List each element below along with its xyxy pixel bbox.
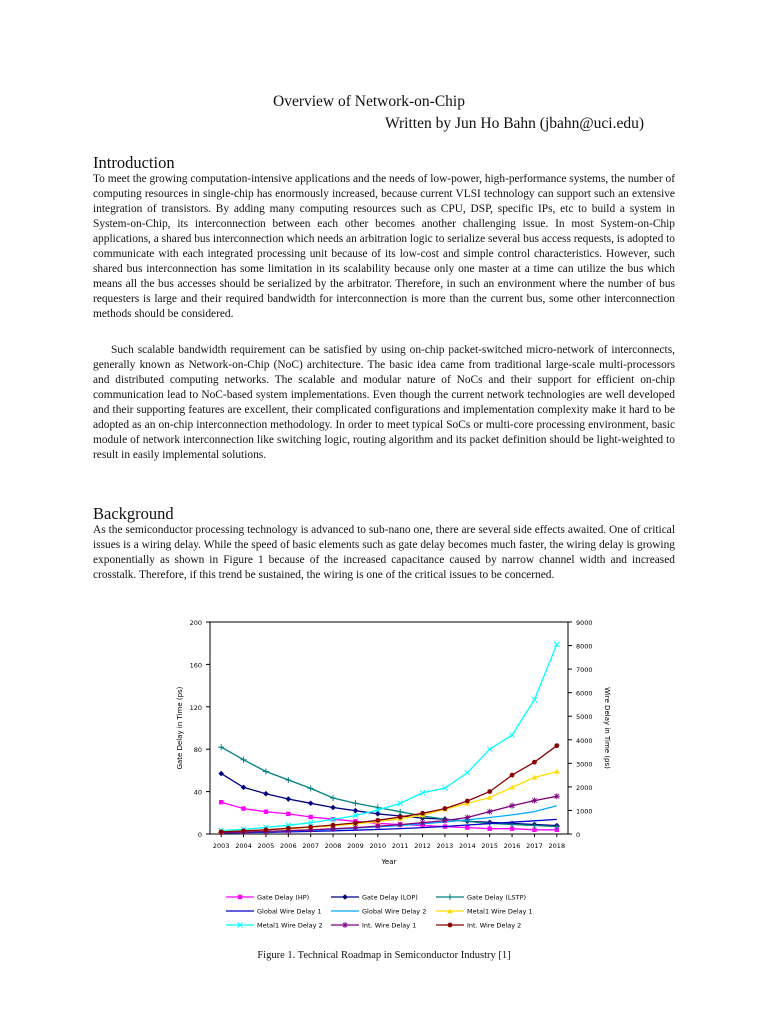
data-point-int-wire-delay-2: [331, 823, 336, 828]
x-axis-tick-label: 2016: [503, 842, 521, 850]
data-point-metal1-wire-delay-1: [554, 769, 560, 774]
background-paragraph-1: As the semiconductor processing technology is advanced to sub-nano one, there are several side effects awaited. One of critical issues is a wiring delay. While the speed of basic elements such as gate delay becomes much faster, the wiring delay is growing exponentially as shown in Figure 1 because of the increased capacitance caused by narrow channel width and increased crosstalk. Therefore, if this trend be sustained, the wiring is one of the critical issues to be concerned.: [93, 524, 675, 581]
x-axis-tick-label: 2013: [436, 842, 454, 850]
data-point-int-wire-delay-1: [375, 823, 381, 829]
x-axis-tick-label: 2011: [391, 842, 409, 850]
legend-label-metal1-wire-delay-2: Metal1 Wire Delay 2: [257, 921, 323, 930]
plot-area: [210, 622, 568, 834]
data-point-gate-delay-lop: [286, 796, 292, 802]
data-point-gate-delay-lstp: [241, 757, 247, 763]
data-point-gate-delay-lop: [241, 785, 247, 791]
data-point-int-wire-delay-1: [352, 825, 358, 831]
x-axis-tick-label: 2009: [347, 842, 364, 850]
data-point-int-wire-delay-2: [375, 818, 380, 823]
data-point-gate-delay-lstp: [218, 744, 224, 750]
legend-marker-int-wire-delay-1: [342, 922, 348, 928]
right-axis-tick-label: 7000: [576, 666, 593, 675]
data-point-int-wire-delay-2: [554, 743, 559, 748]
right-axis-tick-label: 3000: [576, 760, 593, 769]
x-axis-tick-label: 2014: [459, 842, 476, 850]
data-point-int-wire-delay-2: [264, 827, 269, 832]
x-axis-tick-label: 2006: [280, 842, 297, 850]
legend-label-global-wire-delay-2: Global Wire Delay 2: [362, 907, 427, 916]
legend-label-gate-delay-lstp: Gate Delay (LSTP): [467, 893, 527, 902]
page-title: Overview of Network-on-Chip: [273, 93, 465, 110]
figure-1-chart: [150, 605, 630, 940]
data-point-metal1-wire-delay-2: [487, 747, 492, 752]
data-point-int-wire-delay-2: [398, 815, 403, 820]
legend-label-int-wire-delay-1: Int. Wire Delay 1: [362, 921, 417, 930]
right-axis-label: Wire Delay in Time (ps): [603, 687, 611, 769]
x-axis-tick-label: 2005: [257, 842, 275, 850]
data-point-int-wire-delay-1: [464, 815, 470, 821]
x-axis-tick-label: 2004: [235, 842, 252, 850]
x-axis-tick-label: 2018: [548, 842, 566, 850]
left-axis-tick-label: 80: [193, 746, 202, 755]
data-point-int-wire-delay-2: [219, 829, 224, 834]
data-point-gate-delay-lop: [308, 800, 314, 806]
data-point-int-wire-delay-2: [308, 825, 313, 830]
left-axis-tick-label: 120: [189, 703, 202, 712]
legend-label-global-wire-delay-1: Global Wire Delay 1: [257, 907, 322, 916]
data-point-int-wire-delay-1: [420, 820, 426, 826]
legend-label-int-wire-delay-2: Int. Wire Delay 2: [467, 921, 522, 930]
introduction-heading: Introduction: [93, 153, 175, 172]
x-axis-tick-label: 2017: [526, 842, 543, 850]
right-axis-tick-label: 4000: [576, 736, 593, 745]
data-point-metal1-wire-delay-2: [510, 733, 515, 738]
data-point-int-wire-delay-1: [397, 822, 403, 828]
data-point-metal1-wire-delay-2: [465, 770, 470, 775]
data-point-int-wire-delay-2: [510, 773, 515, 778]
data-point-int-wire-delay-2: [487, 789, 492, 794]
right-axis-tick-label: 9000: [576, 619, 593, 627]
data-point-int-wire-delay-2: [353, 821, 358, 826]
x-axis-label: Year: [381, 858, 397, 866]
x-axis-tick-label: 2008: [324, 842, 342, 850]
data-point-gate-delay-lop: [353, 808, 359, 814]
data-point-gate-delay-lstp: [330, 795, 336, 801]
data-point-gate-delay-hp: [465, 825, 469, 829]
data-point-int-wire-delay-2: [465, 799, 470, 804]
right-axis-tick-label: 1000: [576, 807, 593, 816]
data-point-int-wire-delay-1: [509, 803, 515, 809]
x-axis-tick-label: 2012: [414, 842, 431, 850]
data-point-gate-delay-hp: [219, 800, 223, 804]
data-point-int-wire-delay-2: [532, 760, 537, 765]
series-line-gate-delay-lop: [221, 774, 557, 826]
data-point-gate-delay-lstp: [352, 800, 358, 806]
data-point-gate-delay-hp: [264, 810, 268, 814]
x-axis-tick-label: 2007: [302, 842, 319, 850]
x-axis-tick-label: 2015: [481, 842, 498, 850]
data-point-gate-delay-lstp: [263, 768, 269, 774]
data-point-gate-delay-lstp: [308, 785, 314, 791]
series-line-metal1-wire-delay-2: [221, 644, 557, 830]
data-point-metal1-wire-delay-2: [554, 642, 559, 647]
data-point-int-wire-delay-2: [286, 826, 291, 831]
data-point-gate-delay-hp: [487, 827, 491, 831]
data-point-gate-delay-hp: [241, 806, 245, 810]
right-axis-tick-label: 6000: [576, 689, 593, 698]
legend-label-gate-delay-hp: Gate Delay (HP): [257, 893, 310, 902]
left-axis-tick-label: 160: [189, 661, 202, 670]
data-point-gate-delay-lstp: [397, 809, 403, 815]
data-point-int-wire-delay-1: [554, 793, 560, 799]
data-point-int-wire-delay-2: [443, 806, 448, 811]
data-point-gate-delay-lop: [330, 805, 336, 811]
right-axis-tick-label: 5000: [576, 713, 593, 722]
byline: Written by Jun Ho Bahn (jbahn@uci.edu): [385, 115, 645, 132]
legend-label-gate-delay-lop: Gate Delay (LOP): [362, 893, 418, 902]
data-point-gate-delay-lop: [263, 791, 269, 797]
data-point-int-wire-delay-1: [442, 818, 448, 824]
figure-caption: Figure 1. Technical Roadmap in Semiconductor Industry [1]: [257, 950, 511, 961]
introduction-paragraph-1: To meet the growing computation-intensive applications and the needs of low-power, high-performance systems, the number of computing resources in single-chip has enormously increased, because current VLSI technology can support such an extensive integration of transistors. By adding many computing resources such as CPU, DSP, specific IPs, etc to build a system in System-on-Chip, its interconnection between each other becomes another challenging issue. In most System-on-Chip applications, a shared bus interconnection which needs an arbitration logic to serialize several bus access requests, is adopted to communicate with each integrated processing unit because of its low-cost and simple control characteristics. However, such shared bus interconnection has some limitation in its scalability because only one master at a time can utilize the bus which means all the bus accesses should be serialized by the arbitrator. Therefore, in such an environment where the number of bus requesters is large and their required bandwidth for interconnection is more than the current bus, some other interconnection methods should be considered.: [93, 173, 675, 320]
legend-marker-gate-delay-lop: [342, 894, 348, 900]
data-point-int-wire-delay-2: [241, 829, 246, 834]
right-axis-tick-label: 2000: [576, 783, 593, 792]
introduction-paragraph-2: Such scalable bandwidth requirement can be satisfied by using on-chip packet-switched micro-network of interconnects, generally known as Network-on-Chip (NoC) architecture. The basic idea came from traditional large-scale multi-processors and distributed computing networks. The scalable and modular nature of NoCs and their support for efficient on-chip communication lead to NoC-based system implementations. Even though the current network technologies are well developed and their supporting features are excellent, their complicated configurations and implementation complexity make it hard to be adopted as an on-chip interconnection methodology. In order to meet typical SoCs or multi-core processing environment, basic module of network interconnection like switching logic, routing algorithm and its packet definition should be light-weighted to result in easily implemental solutions.: [93, 344, 675, 461]
x-axis-tick-label: 2003: [212, 842, 230, 850]
background-heading: Background: [93, 504, 174, 523]
data-point-gate-delay-hp: [308, 815, 312, 819]
legend-marker-gate-delay-hp: [238, 895, 242, 899]
left-axis-tick-label: 40: [193, 788, 202, 797]
legend-label-metal1-wire-delay-1: Metal1 Wire Delay 1: [467, 907, 533, 916]
data-point-int-wire-delay-2: [420, 811, 425, 816]
left-axis-tick-label: 0: [197, 831, 202, 839]
data-point-gate-delay-lstp: [285, 777, 291, 783]
data-point-int-wire-delay-1: [531, 798, 537, 804]
legend-marker-gate-delay-lstp: [447, 894, 453, 900]
data-point-gate-delay-hp: [286, 812, 290, 816]
x-axis-tick-label: 2010: [369, 842, 387, 850]
left-axis-tick-label: 200: [189, 619, 202, 627]
data-point-int-wire-delay-1: [487, 809, 493, 815]
series-line-int-wire-delay-2: [221, 746, 557, 832]
legend-marker-int-wire-delay-2: [448, 923, 453, 928]
right-axis-tick-label: 0: [576, 831, 581, 839]
left-axis-label: Gate Delay in Time (ps): [176, 686, 184, 770]
right-axis-tick-label: 8000: [576, 642, 593, 651]
